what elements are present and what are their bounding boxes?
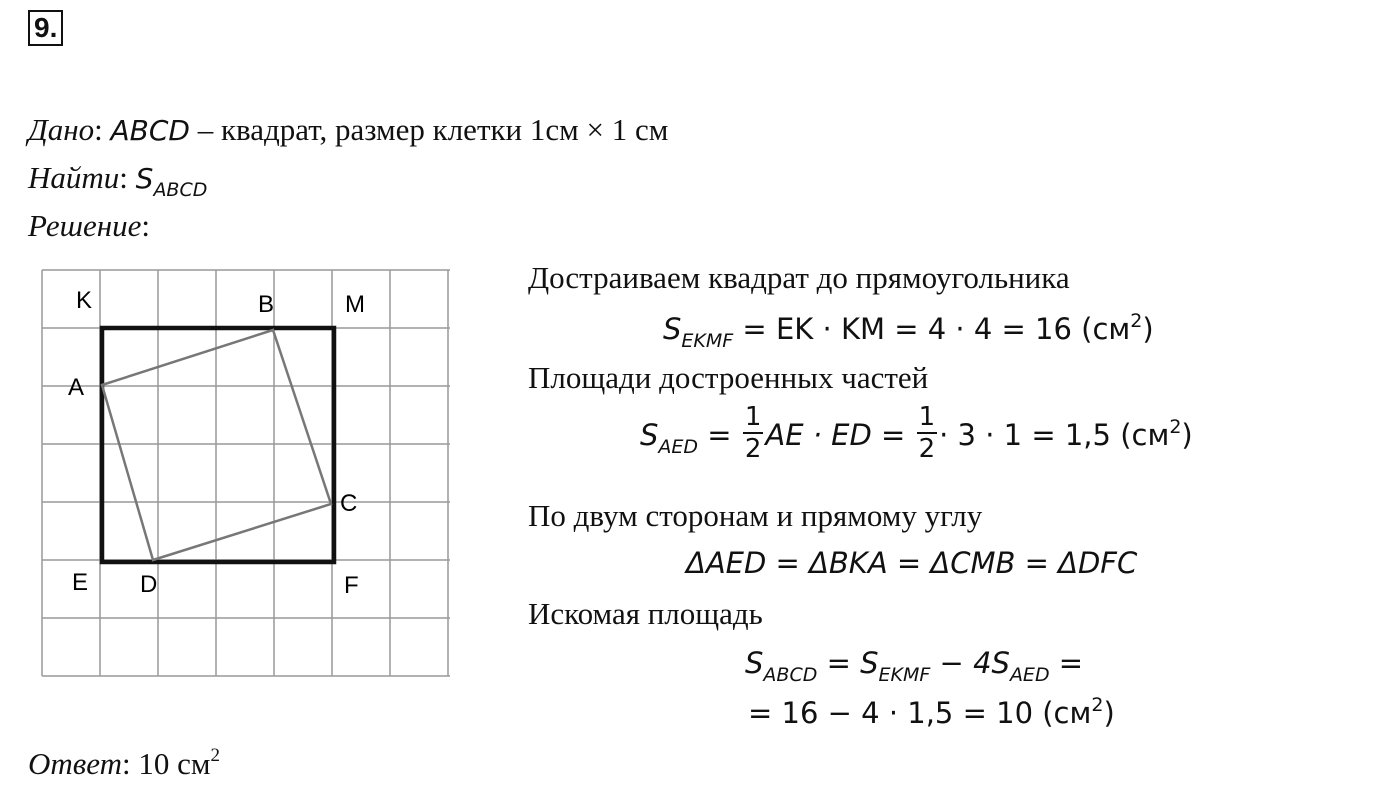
area-text: Искомая площадь <box>528 596 763 631</box>
f4-mid: − 4S <box>930 646 1010 680</box>
f5-text: = 16 − 4 · 1,5 = 10 (см <box>748 696 1092 730</box>
formula-abcd <box>745 646 1084 686</box>
rectangle-ekmf <box>102 328 334 562</box>
solution-label: Решение <box>28 208 142 243</box>
point-m-label: M <box>345 291 365 318</box>
f4-end: = <box>1049 646 1084 680</box>
point-a-label: A <box>68 374 85 401</box>
f2-sub: AED <box>658 436 699 458</box>
find-line: Найти: $S_{ABCD}$ <box>28 160 208 201</box>
formula-aed <box>640 402 1193 466</box>
given-text: – квадрат, размер клетки 1см × 1 см <box>189 112 669 147</box>
point-b-label: B <box>258 291 275 318</box>
formula-triangles: ΔAED = ΔBKA = ΔCMB = ΔDFC <box>686 546 1138 580</box>
find-s: S <box>135 162 154 195</box>
f5-sup: 2 <box>1091 694 1104 716</box>
task-number: 9. <box>28 10 63 46</box>
point-f-label: F <box>344 572 359 599</box>
given-label: Дано <box>28 112 95 147</box>
f5-close: ) <box>1103 696 1115 730</box>
answer-sup: 2 <box>210 745 220 766</box>
point-k-label: K <box>76 287 93 314</box>
point-c-label: C <box>340 490 358 517</box>
f2-den2: 2 <box>918 434 936 464</box>
f2-num2: 1 <box>918 402 936 432</box>
f4-eq1: = <box>817 646 861 680</box>
find-label: Найти <box>28 160 120 195</box>
f4-s1: S <box>745 646 764 680</box>
point-e-label: E <box>72 569 89 596</box>
formula-result <box>748 696 1115 730</box>
f2-tail: · 3 · 1 = 1,5 (см <box>939 418 1170 452</box>
f2-s: S <box>640 418 659 452</box>
extend-text: Достраиваем квадрат до прямоугольника <box>528 260 1070 295</box>
f1-close: ) <box>1142 312 1154 346</box>
f1-rest: = EK · KM = 4 · 4 = 16 (см <box>733 312 1131 346</box>
f4-sub2: EKMF <box>878 664 931 686</box>
f1-s: S <box>663 312 682 346</box>
f2-mid: AE · ED = <box>765 418 915 452</box>
f1-sup: 2 <box>1130 310 1143 332</box>
answer-value: : 10 см <box>121 746 211 781</box>
f2-fraction-2 <box>917 404 938 462</box>
f4-sub1: ABCD <box>763 664 818 686</box>
f2-den: 2 <box>744 434 762 464</box>
solution-line: Решение: <box>28 208 150 243</box>
f4-sub3: AED <box>1009 664 1050 686</box>
f1-sub: EKMF <box>681 330 734 352</box>
f2-close: ) <box>1181 418 1193 452</box>
point-d-label: D <box>140 571 158 598</box>
given-figure: ABCD <box>110 114 190 147</box>
grid-figure <box>40 268 452 680</box>
find-sub: ABCD <box>153 179 208 201</box>
f2-sup: 2 <box>1169 416 1182 438</box>
parts-text: Площади достроенных частей <box>528 360 929 395</box>
f2-fraction <box>743 404 764 462</box>
f2-num: 1 <box>744 402 762 432</box>
formula-ekmf <box>663 310 1154 352</box>
f4-s2: S <box>860 646 879 680</box>
answer-label: Ответ <box>28 746 122 781</box>
answer-line <box>28 746 220 782</box>
given-line: Дано: ABCD – квадрат, размер клетки 1см × 1 см <box>28 112 669 147</box>
sides-text: По двум сторонам и прямому углу <box>528 498 983 533</box>
f2-eq: = <box>698 418 741 452</box>
